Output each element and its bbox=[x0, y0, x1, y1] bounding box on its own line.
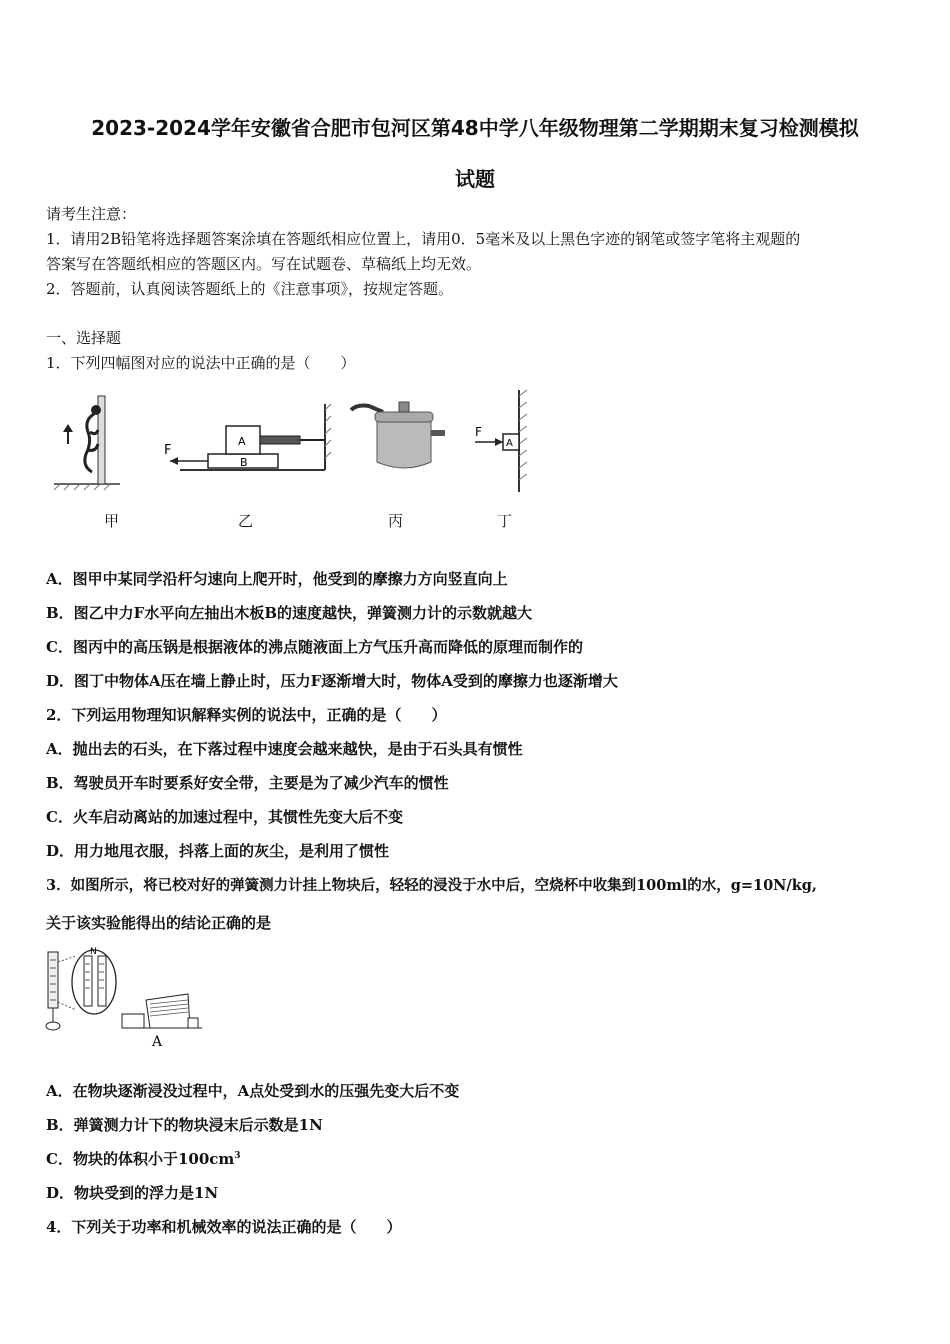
q2-option-c: C．火车启动离站的加速过程中，其惯性先变大后不变 bbox=[46, 808, 403, 826]
notice-item-1b: 答案写在答题纸相应的答题区内。写在试题卷、草稿纸上均无效。 bbox=[46, 255, 482, 273]
q1-figure-jia bbox=[50, 392, 130, 492]
q3-option-a: A．在物块逐渐浸没过程中，A点处受到水的压强先变大后不变 bbox=[46, 1082, 460, 1100]
exam-title-line2: 试题 bbox=[455, 167, 495, 191]
q1-option-c: C．图丙中的高压锅是根据液体的沸点随液面上方气压升高而降低的原理而制作的 bbox=[46, 638, 583, 656]
q3-option-c-superscript: 3 bbox=[234, 1151, 241, 1161]
q3-option-b: B．弹簧测力计下的物块浸末后示数是1N bbox=[46, 1116, 323, 1134]
q3-dial-unit-label: N bbox=[90, 947, 97, 957]
q1-option-d: D．图丁中物体A压在墙上静止时，压力F逐渐增大时，物体A受到的摩擦力也逐渐增大 bbox=[46, 672, 618, 690]
q1-block-a-label: A bbox=[238, 435, 246, 448]
q1-caption-ding: 丁 bbox=[497, 512, 513, 530]
q3-stem-a: 3．如图所示，将已校对好的弹簧测力计挂上物块后，轻轻的浸没于水中后，空烧杯中收集到100ml的水，g=10N/kg, bbox=[46, 877, 817, 894]
exam-title-line1: 2023-2024学年安徽省合肥市包河区第48中学八年级物理第二学期期末复习检测模拟 bbox=[91, 116, 859, 140]
q1-block-b-label: B bbox=[240, 456, 248, 469]
q1-caption-yi: 乙 bbox=[238, 512, 254, 530]
notice-item-1a: 1．请用2B铅笔将选择题答案涂填在答题纸相应位置上，请用0．5毫米及以上黑色字迹的钢笔或签字笔将主观题的 bbox=[46, 230, 801, 248]
q3-point-a-label: A bbox=[152, 1034, 163, 1050]
q1-figure-bing bbox=[347, 398, 457, 478]
q4-stem: 4．下列关于功率和机械效率的说法正确的是（ ） bbox=[46, 1218, 402, 1236]
notice-item-2: 2．答题前，认真阅读答题纸上的《注意事项》，按规定答题。 bbox=[46, 280, 454, 298]
q2-option-a: A．抛出去的石头，在下落过程中速度会越来越快，是由于石头具有惯性 bbox=[46, 740, 523, 758]
q3-option-c bbox=[46, 1148, 241, 1169]
section-title: 一、选择题 bbox=[46, 329, 122, 347]
q1-option-a: A．图甲中某同学沿杆匀速向上爬开时，他受到的摩擦力方向竖直向上 bbox=[46, 570, 508, 588]
q2-stem: 2．下列运用物理知识解释实例的说法中，正确的是（ ） bbox=[46, 706, 447, 724]
q2-option-b: B．驾驶员开车时要系好安全带，主要是为了减少汽车的惯性 bbox=[46, 774, 449, 792]
q1-stem: 1．下列四幅图对应的说法中正确的是（ ） bbox=[46, 354, 356, 372]
q3-stem-b: 关于该实验能得出的结论正确的是 bbox=[46, 914, 272, 932]
q2-option-d: D．用力地甩衣服，抖落上面的灰尘，是利用了惯性 bbox=[46, 842, 390, 860]
q1-figure-ding bbox=[465, 388, 535, 498]
q3-option-d: D．物块受到的浮力是1N bbox=[46, 1184, 219, 1202]
q1-caption-bing: 丙 bbox=[388, 512, 404, 530]
q1-figure-yi bbox=[160, 398, 335, 478]
q1-ding-force-label: F bbox=[475, 425, 482, 439]
q3-figure bbox=[42, 942, 212, 1052]
q3-option-c-text: C．物块的体积小于100cm bbox=[46, 1150, 235, 1168]
notice-heading: 请考生注意： bbox=[46, 205, 137, 223]
q1-ding-block-label: A bbox=[506, 438, 513, 449]
q1-option-b: B．图乙中力F水平向左抽出木板B的速度越快，弹簧测力计的示数就越大 bbox=[46, 604, 533, 622]
q1-force-f-label: F bbox=[164, 443, 172, 458]
q1-caption-jia: 甲 bbox=[104, 512, 120, 530]
